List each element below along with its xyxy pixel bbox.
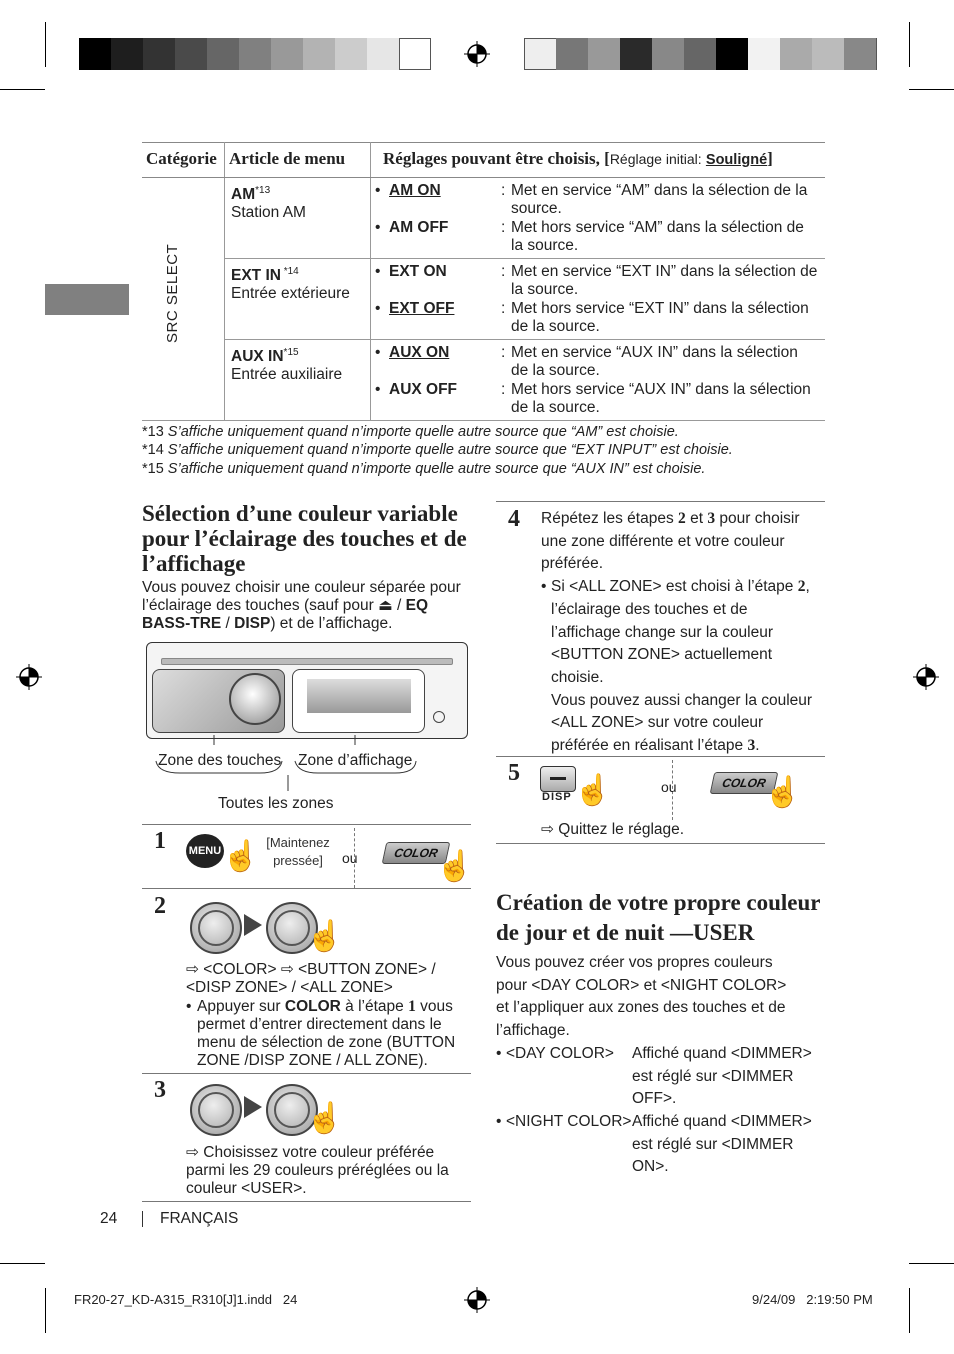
label-all-zones: Toutes les zones [218, 795, 334, 812]
page-number: 24 [100, 1210, 118, 1227]
crop-mark [45, 1288, 46, 1333]
arrow-right-icon [244, 1096, 262, 1118]
option-row: • AM ON : Met en service “AM” dans la sélection de la source. [375, 182, 808, 217]
pressing-hand-icon: ☝ [436, 850, 474, 883]
category-label: SRC SELECT [164, 243, 181, 343]
registration-mark-icon [913, 664, 939, 690]
label-display-zone: Zone d’affichage [298, 752, 413, 769]
option-row: • AUX OFF : Met hors service “AUX IN” dans la sélection de la source. [375, 381, 811, 416]
crop-mark [909, 22, 910, 67]
registration-mark-icon [464, 41, 490, 67]
crop-mark [909, 1263, 954, 1264]
arrow-right-icon [244, 914, 262, 936]
disp-label: DISP [542, 791, 572, 803]
menu-button[interactable]: MENU [186, 834, 224, 868]
print-date: 9/24/09 2:19:50 PM [752, 1292, 873, 1307]
or-label: ou [342, 850, 358, 866]
language-tab [45, 284, 129, 315]
pressing-hand-icon: ☝ [306, 1102, 344, 1135]
menu-item-ext-in: EXT IN $^{*14}$ Entrée extérieure [225, 259, 371, 340]
color-button[interactable]: COLOR [382, 842, 451, 864]
section-title-user-color: Création de votre propre couleur de jour et de nuit —USER [496, 890, 821, 945]
list-item: • <NIGHT COLOR> Affiché quand <DIMMER> est réglé sur <DIMMER ON>. [496, 1112, 812, 1176]
volume-knob-icon [229, 673, 281, 725]
language-label: FRANÇAIS [160, 1210, 239, 1227]
registration-mark-icon [464, 1287, 490, 1313]
crop-mark [0, 1263, 45, 1264]
crop-mark [0, 89, 45, 90]
pressing-hand-icon: ☝ [222, 840, 260, 873]
file-info: FR20-27_KD-A315_R310[J]1.indd 24 [74, 1292, 298, 1307]
step3-text: ⇨ Choisissez votre couleur préférée parmi les 29 couleurs préréglées ou la couleur <USER>. [186, 1144, 449, 1197]
section2-intro: Vous pouvez créer vos propres couleurs pour <DAY COLOR> et <NIGHT COLOR> et l’appliquer aux zones des touches et de l’affichage. [496, 954, 787, 1040]
step4-text: Répétez les étapes 2 et 3 pour choisir une zone différente et votre couleur préférée. • Si <ALL ZONE> est choisi à l’étape 2, l’éclairage des touches et de l’affichage change sur la couleur <BUTTON ZONE> actuellement choisie. Vous pouvez aussi changer la couleur <ALL ZONE> sur votre couleur préférée en réalisant l’étape 3. [541, 510, 813, 755]
day-night-list [496, 1043, 828, 1179]
eject-icon: ⏏ [378, 597, 393, 614]
step-number: 1 [154, 828, 166, 854]
options-aux-in [371, 340, 826, 421]
registration-mark-icon [16, 664, 42, 690]
step-number: 4 [508, 506, 520, 532]
category-cell [142, 178, 225, 421]
list-item: • <DAY COLOR> Affiché quand <DIMMER> est réglé sur <DIMMER OFF>. [496, 1044, 812, 1108]
crop-mark [909, 1288, 910, 1333]
pressing-hand-icon: ☝ [574, 774, 612, 807]
car-stereo-illustration [146, 642, 468, 739]
step2-bullet: • Appuyer sur COLOR à l’étape 1 vous permet d’entrer directement dans le menu de sélection de zone (BUTTON ZONE /DISP ZONE / ALL ZONE). [186, 998, 456, 1069]
options-am [371, 178, 826, 259]
header-settings: Réglages pouvant être choisis, [Réglage initial: Souligné] [371, 143, 826, 178]
control-dial-icon[interactable] [190, 902, 242, 954]
crop-mark [45, 22, 46, 67]
label-button-zone: Zone des touches [158, 752, 282, 769]
color-button[interactable]: COLOR [710, 772, 779, 794]
section-title-variable-color: Sélection d’une couleur variable pour l’éclairage des touches et de l’affichage [142, 501, 467, 576]
section-intro: Vous pouvez choisir une couleur séparée pour l’éclairage des touches (sauf pour ⏏ / EQ BASS-TRE / DISP) et de l’affichage. [142, 579, 461, 632]
header-item: Article de menu [225, 143, 371, 178]
step5-quit: ⇨ Quittez le réglage. [541, 821, 685, 838]
or-label: ou [661, 779, 677, 795]
option-row: • EXT OFF : Met hors service “EXT IN” dans la sélection de la source. [375, 300, 809, 335]
disp-button[interactable] [540, 766, 576, 792]
options-ext-in [371, 259, 826, 340]
header-category: Catégorie [142, 143, 225, 178]
step2-flow: ⇨ <COLOR> ⇨ <BUTTON ZONE> / <DISP ZONE> / <ALL ZONE> [186, 961, 436, 996]
option-row: • AM OFF : Met hors service “AM” dans la sélection de la source. [375, 219, 804, 254]
crop-mark [909, 89, 954, 90]
menu-settings-table [142, 142, 825, 421]
option-row: • AUX ON : Met en service “AUX IN” dans la sélection de la source. [375, 344, 798, 379]
footnote: *15 S’affiche uniquement quand n’importe quelle autre source que “AUX IN” est choisie. [142, 461, 706, 477]
footnote: *13 S’affiche uniquement quand n’importe quelle autre source que “AM” est choisie. [142, 424, 679, 440]
menu-item-am: AM$^{*13}$ Station AM [225, 178, 371, 259]
hold-note: [Maintenez pressée] [266, 835, 330, 868]
step-number: 2 [154, 893, 166, 919]
menu-item-aux-in: AUX IN$^{*15}$ Entrée auxiliaire [225, 340, 371, 421]
control-dial-icon[interactable] [190, 1084, 242, 1136]
option-row: • EXT ON : Met en service “EXT IN” dans la sélection de la source. [375, 263, 818, 298]
pressing-hand-icon: ☝ [306, 920, 344, 953]
step-number: 3 [154, 1077, 166, 1103]
pressing-hand-icon: ☝ [764, 776, 802, 809]
footnote: *14 S’affiche uniquement quand n’importe quelle autre source que “EXT INPUT” est choisie. [142, 442, 733, 458]
step-number: 5 [508, 760, 520, 786]
